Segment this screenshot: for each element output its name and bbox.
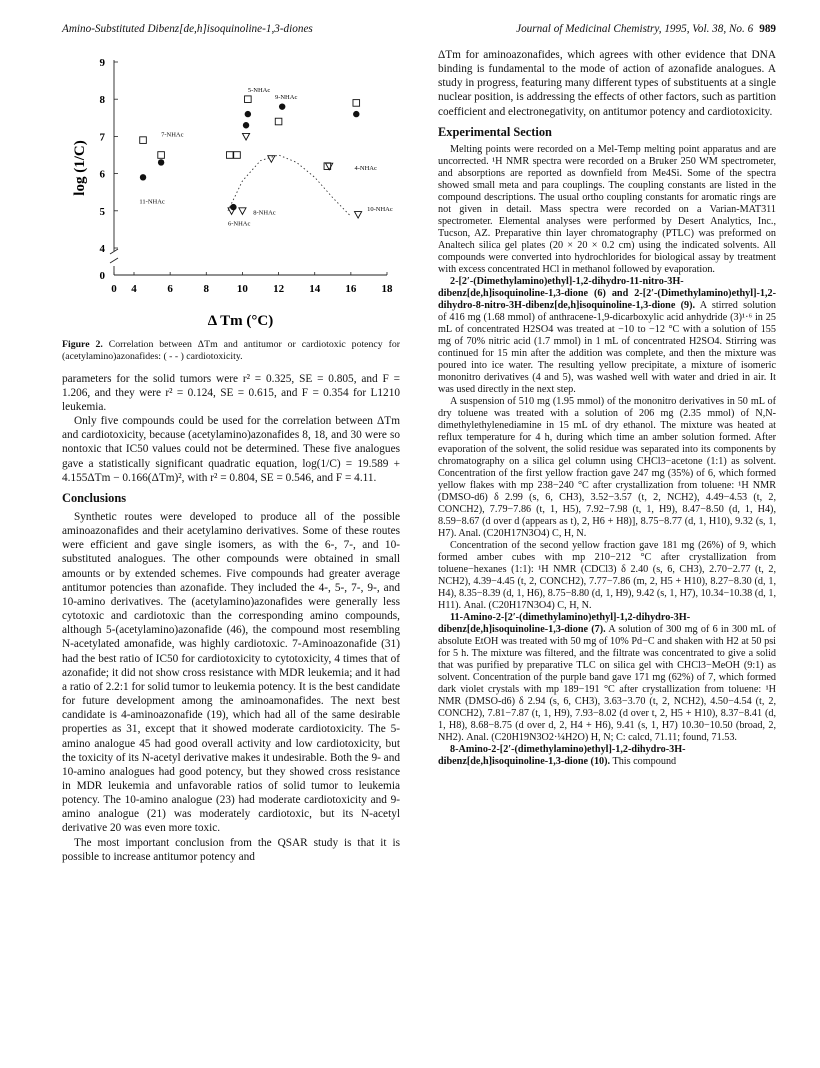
- point-label: 11-NHAc: [139, 198, 165, 206]
- compound-6-9-procedure: [438, 276, 776, 396]
- data-point-filled-circle: [158, 159, 164, 165]
- y-axis-label: log (1/C): [72, 140, 88, 196]
- journal-name: Journal of Medicinal Chemistry, 1995, Vol. 38, No. 6: [516, 23, 754, 35]
- point-label: 6-NHAc: [227, 220, 251, 228]
- compound-9-isolation: Concentration of the second yellow fraction gave 181 mg (26%) of 9, which formed amber cubes with mp 210−212 °C after crystallization from toluene−hexanes (1:1): ¹H NMR (CDCl3) δ 2.40 (s, 6, CH3), 2.70−2.77 (t, 2, NCH2), 4.39−4.45 (t, 2, CONCH2), 7.77−7.86 (m, 2, H5 + H10), 8.27−8.30 (d, 1, H4), 8.35−8.39 (d, 1, H6), 8.75−8.80 (d, 1, H9), 9.42 (s, 1, H7), 10.34−10.38 (d, 1, H11). Anal. (C20H17N3O4) C, H, N.: [438, 539, 776, 611]
- page-number: 989: [759, 23, 776, 35]
- data-point-open-triangle: [239, 208, 246, 215]
- x-tick-label: 0: [111, 283, 117, 295]
- x-tick-label: 10: [236, 283, 248, 295]
- axis-break-mark: [110, 258, 118, 263]
- compound-7-title: 11-Amino-2-[2′-(dimethylamino)ethyl]-1,2-dihydro-3H-dibenz[de,h]isoquinoline-1,3-dione (7).: [438, 611, 691, 635]
- data-point-open-square: [140, 137, 147, 144]
- x-tick-label: 4: [131, 283, 137, 295]
- x-tick-label: 18: [381, 283, 393, 295]
- left-paragraph-1: parameters for the solid tumors were r² = 0.325, SE = 0.805, and F = 1.206, and they were r² = 0.124, SE = 0.615, and F = 0.354 for L1210 leukemia.: [62, 372, 400, 413]
- experimental-intro: Melting points were recorded on a Mel-Temp melting point apparatus and are uncorrected. ¹H NMR spectra were recorded on a Bruker 250 WM spectrometer, and absorptions are reported as downfield from Me4Si. Some of the spectra showed small meta and para couplings. The coupling constants are listed in the compound descriptions. The usual ortho coupling constants for aromatic rings are not given in detail. Mass spectra were recorded on a Varian-MAT311 spectrometer. Elemental analyses were performed by Desert Analytics, Inc., Tucson, AZ. Preparative thin layer chromatography (PTLC) was preformed on Analtech silica gel plates (20 × 20 × 0.2 cm) using the indicated solvents. All compounds were converted into hydrochlorides for biological assay by treatment with excess concentrated HCl in methanol followed by evaporation.: [438, 143, 776, 275]
- right-column: [438, 48, 776, 768]
- data-point-open-square: [245, 96, 252, 103]
- point-label: 8-NHAc: [253, 209, 276, 217]
- right-paragraph-1: ΔTm for aminoazonafides, which agrees with other evidence that DNA binding is fundamental to the mode of action of azonafide analogues. A study in progress, featuring many different types of substituents at a single nuclear position, is addressing the effects of other factors, such as partition coefficient and electronegativity, on antitumor potency and cardiotoxicity.: [438, 49, 776, 118]
- y-tick-label: 9: [99, 57, 105, 69]
- compound-10-text: This compound: [612, 755, 677, 767]
- journal-citation: [516, 23, 776, 35]
- data-point-filled-circle: [245, 111, 251, 117]
- x-tick-label: 14: [309, 283, 321, 295]
- point-label: 7-NHAc: [161, 131, 184, 139]
- compound-7-text: A solution of 300 mg of 6 in 300 mL of absolute EtOH was treated with 50 mg of 10% Pd−C and shaken with H2 at 50 psi for 5 h. The mixture was filtered, and the filtrate was concentrated to give a solid that was purified by preparative TLC on silica gel with CHCl3−MeOH (9:1) as solvent. Concentration of the purple band gave 171 mg (62%) of 7, which formed dark violet crystals with mp 189−191 °C after crystallization from toluene: ¹H NMR (DMSO-d6) δ 2.94 (s, 6, CH3), 3.63−3.70 (t, 2, NCH2), 4.50−4.54 (t, 2, CONCH2), 7.81−7.87 (t, 1, H9), 7.93−8.02 (d over t, 2, H5 + H10), 8.37−8.41 (d, 1, H8), 8.68−8.75 (d over d, 2, H4 + H6), 9.41 (s, 1, H7) 10.30−10.50 (broad, 2, NH2). Anal. (C20H19N3O2·¼H2O) H, N; C: calcd, 71.11; found, 71.53.: [438, 623, 777, 743]
- y-tick-label: 6: [99, 168, 105, 181]
- point-label: 4-NHAc: [354, 164, 377, 172]
- correlation-chart: [62, 48, 400, 338]
- data-point-open-triangle: [354, 212, 361, 219]
- compound-6-9-title: 2-[2′-(Dimethylamino)ethyl]-1,2-dihydro-11-nitro-3H-dibenz[de,h]isoquinoline-1,3-dione (6) and 2-[2′-(Dimethylamino)ethyl]-1,2-dihydro-8-nitro-3H-dibenz[de,h]isoquinoline-1,3-dione (9).: [438, 275, 776, 311]
- compound-10-title: 8-Amino-2-[2′-(dimethylamino)ethyl]-1,2-dihydro-3H-dibenz[de,h]isoquinoline-1,3-dione (10).: [438, 743, 686, 767]
- data-point-filled-circle: [140, 174, 146, 180]
- point-label: 10-NHAc: [367, 205, 393, 213]
- left-paragraph-4: The most important conclusion from the QSAR study is that it is possible to increase antitumor potency and: [62, 836, 400, 863]
- figure-2: [62, 48, 400, 338]
- data-point-filled-circle: [353, 111, 359, 117]
- compound-6-isolation: A suspension of 510 mg (1.95 mmol) of the mononitro derivatives in 50 mL of dry toluene was treated with a solution of 206 mg (2.35 mmol) of N,N-dimethylethylenediamine in 15 mL of dry ethanol. The mixture was heated at reflux temperature for 4 h, during which time an amber solution formed. After evaporation of the solvent, the solid residue was separated into its components by chromatography on a silica gel column using CHCl3−acetone (1:1) as solvent. Concentration of the first yellow fraction gave 247 mg (35%) of 6, which formed yellow flakes with mp 238−240 °C after crystallization from toluene: ¹H NMR (DMSO-d6) δ 2.99 (s, 6, CH3), 3.52−3.57 (t, 2, NCH2), 4.49−4.53 (t, 2, CONCH2), 7.79−7.86 (t, 1, H5), 7.92−7.98 (t, 1, H9), 8.47−8.50 (d, 1, H4), 8.59−8.67 (d over d (appears as t), 2, H6 + H8)], 8.75−8.77 (d, 1, H10), 9.32 (s, 1, H7). Anal. (C20H17N3O4) C, H, N.: [438, 395, 776, 539]
- data-point-open-triangle: [242, 133, 249, 140]
- y-tick-label: 4: [99, 243, 105, 255]
- conclusions-heading: Conclusions: [62, 490, 127, 505]
- data-point-open-triangle: [326, 163, 333, 170]
- y-tick-label: 5: [99, 205, 105, 218]
- data-point-open-triangle: [268, 156, 275, 163]
- conclusions-paragraph: Synthetic routes were developed to produce all of the possible aminoazonafides and their acetylamino derivatives. Some of these routes were efficient and gave single isomers, as with the 6-, 7-, and 10-substituted analogues. The other compounds were obtained in small amounts or by extended schemes. Five compounds had greater average antitumor potencies than azonafide. They included the 4-, 5-, 7-, 9-, and 10-amino derivatives. The (acetylamino)azonafides were generally less cytotoxic and cardiotoxic than the corresponding amino compounds, although 5-(acetylamino)azonafide (46), the compound most resembling N-acetylated amonafide, was highly cardiotoxic. 7-Aminoazonafide (31) had the best ratio of IC50 for cardiotoxicity to cytotoxicity, 4 times that of azonafide; it did not show cross resistance with MDR leukemia; and it had a ratio of 2.2:1 for solid tumor to leukemia potency. It is the best candidate for future development among the aminoamonafides. The next best candidate is 4-aminoazonafide (19), which had all of the same desirable properties as 31, except that it showed moderate cardiotoxicity. The 5-amino analogue 45 had good overall activity and low cardiotoxicity, but the toxicity of its N-acetyl derivative makes it undesirable. Both the 9- and 10-amino analogues had good potency, but they showed cross resistance in MDR leukemia and unfavorable ratios of solid tumor to leukemia potency. The 10-amino analogue (23) had moderate cardiotoxicity and 9-amino analogue (21) was moderately cardiotoxic, but its N-acetyl derivative 20 was even more toxic.: [62, 511, 400, 835]
- x-tick-label: 8: [203, 283, 210, 295]
- point-label: 9-NHAc: [274, 94, 298, 102]
- data-point-open-square: [234, 152, 241, 159]
- data-point-filled-circle: [230, 204, 236, 210]
- data-point-open-square: [158, 152, 165, 159]
- y-tick-label: 7: [99, 131, 105, 144]
- experimental-heading: Experimental Section: [438, 124, 552, 139]
- compound-7-procedure: [438, 612, 776, 744]
- running-title: Amino-Substituted Dibenz[de,h]isoquinoline-1,3-diones: [62, 23, 313, 35]
- point-label: 5-NHAc: [247, 86, 271, 94]
- data-point-filled-circle: [243, 122, 249, 128]
- left-paragraph-2: Only five compounds could be used for the correlation between ΔTm and cardiotoxicity, because (acetylamino)azonafides 8, 18, and 30 were so nontoxic that IC50 values could not be determined. These five analogues gave a statistically significant quadratic equation, log(1/C) = 19.589 + 4.155ΔTm − 0.166(ΔTm)², with r² = 0.804, SE = 0.546, and F = 4.11.: [62, 415, 400, 484]
- x-tick-label: 16: [345, 283, 357, 295]
- figure-caption-text: Correlation between ΔTm and antitumor or cardiotoxic potency for (acetylamino)azonafides: ( - - ) cardiotoxicity.: [62, 339, 401, 363]
- y-tick-label: 0: [99, 270, 105, 282]
- data-point-open-square: [226, 152, 233, 159]
- figure-label: Figure 2.: [62, 339, 103, 350]
- running-header: [62, 23, 776, 39]
- data-point-open-square: [353, 100, 360, 107]
- x-tick-label: 12: [273, 283, 285, 295]
- left-column: [62, 48, 400, 864]
- x-tick-label: 6: [167, 283, 173, 295]
- figure-caption: [62, 339, 400, 364]
- compound-10-procedure: [438, 744, 776, 768]
- y-tick-label: 8: [99, 94, 105, 107]
- data-point-filled-circle: [279, 103, 285, 109]
- x-axis-label: Δ Tm (°C): [207, 313, 274, 329]
- data-point-open-square: [275, 118, 282, 125]
- compound-6-9-text: A stirred solution of 416 mg (1.68 mmol) of anthracene-1,9-dicarboxylic acid anhydride (3)¹·⁶ in 25 mL of concentrated H2SO4 was treated at −10 to −12 °C with a solution of 155 mg of 70% nitric acid (1.7 mmol) in 1 mL of concentrated H2SO4. Stirring was continued for 15 min after the addition was complete, and then the mixture was poured into ice water. The resulting yellow precipitate, a mixture of isomeric mononitro derivatives (4 and 5), was washed well with water and dried in air. It was used directly in the next step.: [438, 299, 777, 395]
